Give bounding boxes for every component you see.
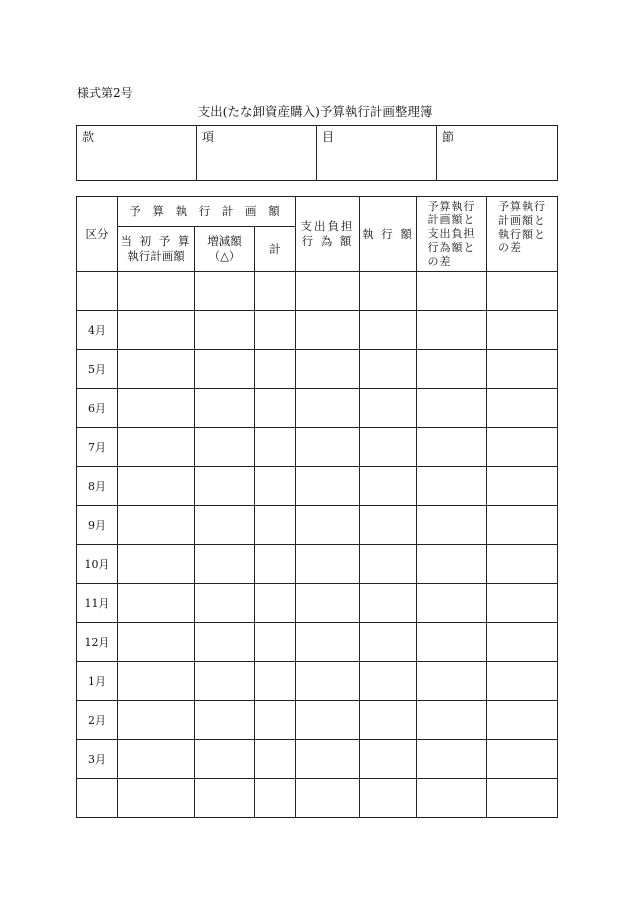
table-cell: [118, 467, 195, 506]
table-cell: [296, 467, 360, 506]
table-cell: [296, 311, 360, 350]
table-cell: [417, 428, 487, 467]
table-cell: [417, 584, 487, 623]
header-total: 計: [255, 227, 296, 272]
table-row: [77, 740, 558, 779]
header-commitment-line1: 支出負担: [300, 219, 355, 234]
header-change-line2: （△）: [208, 249, 241, 263]
table-row: [77, 467, 558, 506]
table-cell: [255, 389, 296, 428]
table-cell: [118, 584, 195, 623]
table-cell: [255, 779, 296, 818]
row-label: 8月: [77, 467, 118, 506]
header-diff2-line: 予算執行: [498, 200, 546, 213]
table-cell: [195, 545, 255, 584]
header-diff-execution: [487, 197, 558, 272]
table-cell: [296, 623, 360, 662]
table-row: [77, 662, 558, 701]
table-cell: [118, 740, 195, 779]
table-cell: [487, 662, 558, 701]
table-cell: [360, 272, 417, 311]
row-label: 4月: [77, 311, 118, 350]
table-cell: [118, 389, 195, 428]
table-cell: [195, 740, 255, 779]
table-cell: [195, 311, 255, 350]
table-cell: [118, 662, 195, 701]
table-cell: [296, 389, 360, 428]
table-cell: [296, 701, 360, 740]
table-cell: [360, 467, 417, 506]
table-cell: [360, 311, 417, 350]
row-label: 12月: [77, 623, 118, 662]
header-initial-line1: 当 初 予 算: [120, 234, 192, 249]
table-cell: [255, 350, 296, 389]
row-label: 3月: [77, 740, 118, 779]
row-label: 7月: [77, 428, 118, 467]
table-cell: [417, 272, 487, 311]
row-label: 6月: [77, 389, 118, 428]
table-cell: [417, 662, 487, 701]
table-cell: [118, 506, 195, 545]
header-initial-line2: 執行計画額: [127, 249, 185, 263]
table-cell: [487, 701, 558, 740]
table-cell: [487, 311, 558, 350]
row-label: [77, 272, 118, 311]
table-cell: [195, 272, 255, 311]
table-cell: [195, 389, 255, 428]
table-cell: [296, 428, 360, 467]
header-diff1-line: 行為額と: [427, 240, 476, 254]
table-cell: [417, 701, 487, 740]
table-cell: [195, 584, 255, 623]
budget-ledger-table: [76, 196, 558, 818]
table-cell: [195, 467, 255, 506]
table-cell: [487, 350, 558, 389]
table-cell: [487, 623, 558, 662]
table-row: [77, 623, 558, 662]
table-cell: [360, 662, 417, 701]
table-cell: [417, 311, 487, 350]
table-cell: [360, 428, 417, 467]
table-cell: [360, 584, 417, 623]
table-cell: [296, 272, 360, 311]
table-row: [77, 545, 558, 584]
table-cell: [487, 467, 558, 506]
table-cell: [360, 506, 417, 545]
table-cell: [118, 350, 195, 389]
table-cell: [487, 272, 558, 311]
header-diff2-line: 執行額と: [498, 227, 546, 241]
header-commitment: [296, 197, 360, 272]
table-cell: [417, 467, 487, 506]
classification-kou: 項: [197, 126, 317, 181]
header-diff1-line: 計画額と: [427, 213, 476, 227]
classification-kan: 款: [77, 126, 197, 181]
table-cell: [360, 779, 417, 818]
row-label: 10月: [77, 545, 118, 584]
table-cell: [195, 701, 255, 740]
header-execution: 執 行 額: [360, 197, 417, 272]
table-cell: [255, 584, 296, 623]
table-cell: [417, 350, 487, 389]
table-cell: [255, 311, 296, 350]
table-row: [77, 779, 558, 818]
table-cell: [487, 584, 558, 623]
table-cell: [487, 740, 558, 779]
table-cell: [417, 623, 487, 662]
table-cell: [296, 545, 360, 584]
table-cell: [417, 740, 487, 779]
header-diff2-line: 計画額と: [498, 213, 546, 227]
table-cell: [360, 545, 417, 584]
header-commitment-line2: 行 為 額: [301, 234, 354, 248]
header-diff2-line: の差: [498, 241, 522, 255]
table-cell: [255, 701, 296, 740]
table-cell: [255, 662, 296, 701]
table-cell: [195, 428, 255, 467]
header-change-line1: 増減額: [207, 234, 242, 249]
form-number: 様式第2号: [77, 86, 133, 100]
header-initial-plan: [118, 227, 195, 272]
table-cell: [417, 779, 487, 818]
classification-setsu: 節: [437, 126, 558, 181]
table-cell: [195, 662, 255, 701]
table-cell: [118, 701, 195, 740]
header-diff1-line: 支出負担: [427, 227, 476, 241]
table-cell: [118, 623, 195, 662]
table-cell: [255, 506, 296, 545]
table-cell: [417, 506, 487, 545]
table-row: [77, 428, 558, 467]
table-cell: [255, 623, 296, 662]
table-cell: [417, 545, 487, 584]
table-row: [77, 701, 558, 740]
table-cell: [195, 350, 255, 389]
table-row: [77, 311, 558, 350]
table-cell: [255, 545, 296, 584]
table-row: [77, 506, 558, 545]
table-cell: [487, 779, 558, 818]
table-row: [77, 272, 558, 311]
table-cell: [118, 779, 195, 818]
table-cell: [118, 272, 195, 311]
table-cell: [296, 584, 360, 623]
table-cell: [296, 506, 360, 545]
table-cell: [487, 545, 558, 584]
table-cell: [360, 740, 417, 779]
header-diff1-line: 予算執行: [427, 199, 476, 213]
table-cell: [195, 623, 255, 662]
row-label: [77, 779, 118, 818]
header-plan-group: 予 算 執 行 計 画 額: [118, 197, 296, 227]
document-title: 支出(たな卸資産購入)予算執行計画整理簿: [197, 104, 433, 119]
table-cell: [255, 740, 296, 779]
table-cell: [255, 272, 296, 311]
header-diff-commitment: [417, 197, 487, 272]
table-cell: [360, 389, 417, 428]
header-kubun: 区分: [77, 197, 118, 272]
table-cell: [296, 662, 360, 701]
table-row: [77, 584, 558, 623]
table-cell: [255, 467, 296, 506]
table-cell: [195, 779, 255, 818]
row-label: 11月: [77, 584, 118, 623]
header-change: [195, 227, 255, 272]
header-diff1-line: の差: [427, 254, 452, 268]
table-cell: [417, 389, 487, 428]
row-label: 5月: [77, 350, 118, 389]
classification-moku: 目: [317, 126, 437, 181]
table-cell: [487, 389, 558, 428]
table-cell: [487, 506, 558, 545]
row-label: 9月: [77, 506, 118, 545]
row-label: 2月: [77, 701, 118, 740]
table-cell: [118, 311, 195, 350]
table-cell: [360, 701, 417, 740]
table-row: [77, 389, 558, 428]
table-cell: [296, 740, 360, 779]
table-cell: [118, 545, 195, 584]
table-cell: [118, 428, 195, 467]
table-cell: [296, 350, 360, 389]
table-cell: [487, 428, 558, 467]
table-cell: [296, 779, 360, 818]
table-cell: [195, 506, 255, 545]
table-cell: [255, 428, 296, 467]
table-row: [77, 350, 558, 389]
table-cell: [360, 623, 417, 662]
ledger-body: [77, 272, 558, 818]
row-label: 1月: [77, 662, 118, 701]
table-cell: [360, 350, 417, 389]
classification-table: [76, 125, 558, 181]
